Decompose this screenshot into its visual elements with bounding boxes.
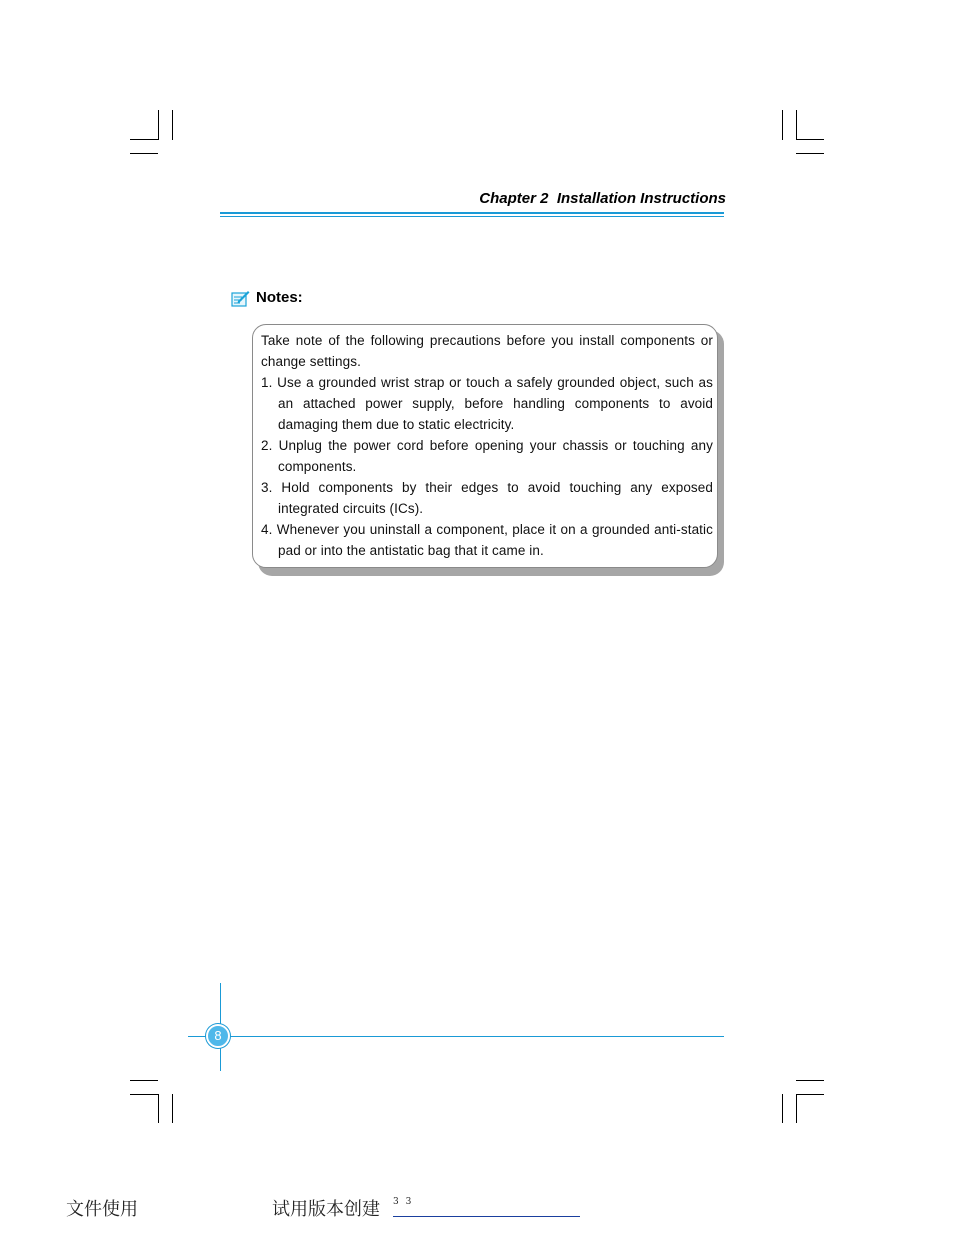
notes-item: 4. Whenever you uninstall a component, place it on a grounded anti-static pad or into the antistatic bag that it came in. <box>261 522 713 558</box>
note-pencil-icon <box>231 289 250 307</box>
header-rule <box>220 212 724 214</box>
chapter-title: Installation Instructions <box>556 190 726 207</box>
page-number-badge: 8 <box>206 1024 230 1048</box>
watermark-superscript: 3 3 <box>393 1197 414 1207</box>
footer-rule <box>188 1036 724 1037</box>
notes-intro: Take note of the following precautions before you install components or change settings. <box>261 333 713 369</box>
watermark-right: 试用版本创建 <box>272 1199 380 1220</box>
notes-item: 3. Hold components by their edges to avoid touching any exposed integrated circuits (ICs). <box>261 480 713 516</box>
watermark-underline <box>393 1216 580 1217</box>
header-rule-thin <box>220 216 724 217</box>
notes-item: 2. Unplug the power cord before opening your chassis or touching any components. <box>261 438 713 474</box>
notes-item: 1. Use a grounded wrist strap or touch a safely grounded object, such as an attached power supply, before handling components to avoid damaging them due to static electricity. <box>261 375 713 432</box>
notes-heading: Notes: <box>256 289 303 306</box>
watermark-left: 文件使用 <box>66 1199 138 1220</box>
notes-content <box>261 330 713 561</box>
chapter-header <box>479 190 726 207</box>
chapter-number: Chapter 2 <box>479 190 549 207</box>
